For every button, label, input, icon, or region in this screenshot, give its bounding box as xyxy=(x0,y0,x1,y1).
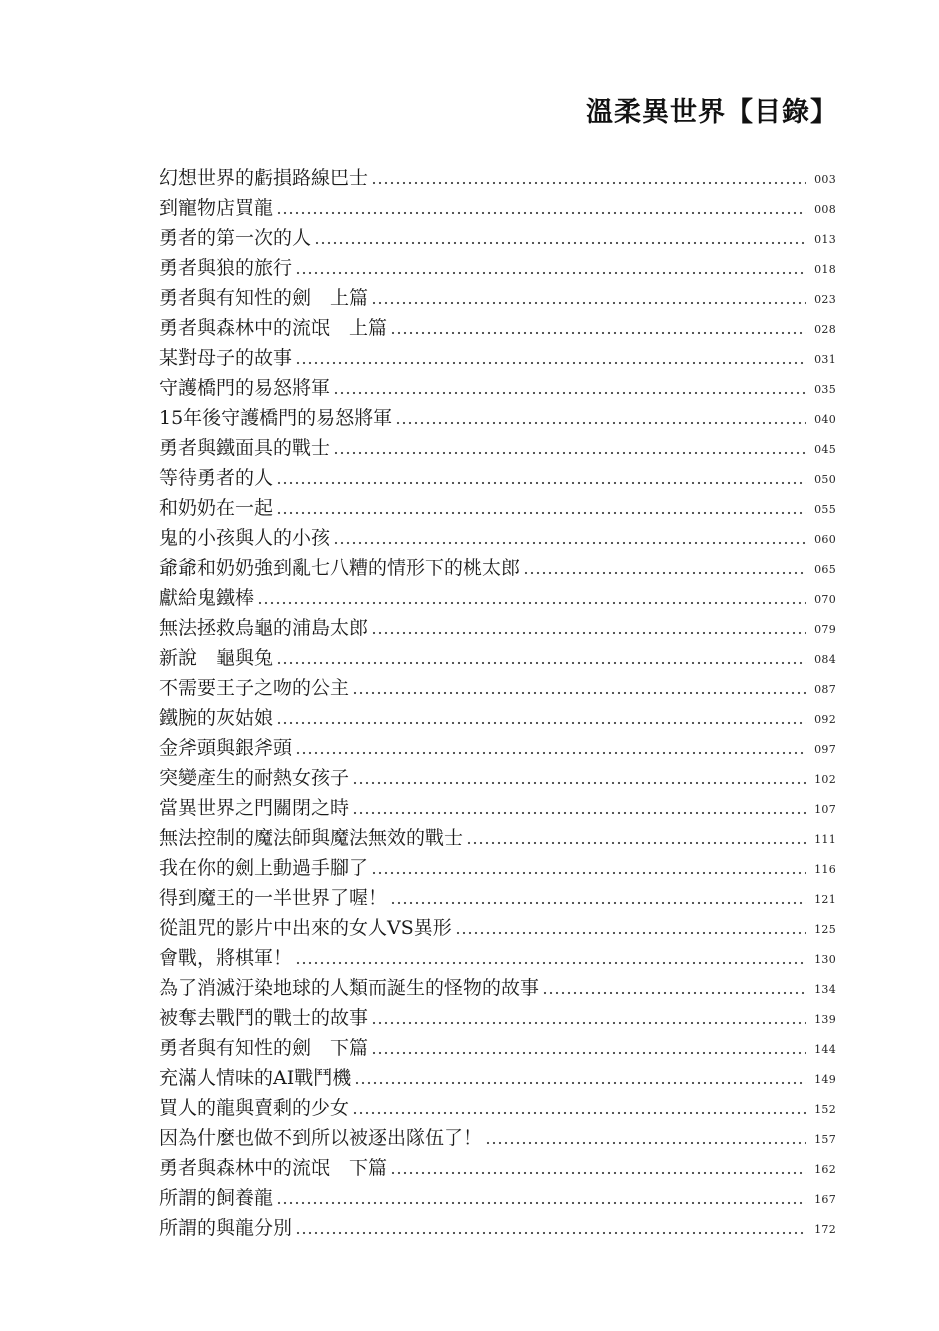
toc-entry[interactable] xyxy=(159,253,836,283)
toc-entry-page-number: 045 xyxy=(814,443,836,456)
toc-entry-title: 鐵腕的灰姑娘 xyxy=(159,707,274,729)
toc-dot-leader xyxy=(523,553,806,583)
toc-entry-page-number: 092 xyxy=(814,713,836,726)
toc-entry-title: 被奪去戰鬥的戰士的故事 xyxy=(159,1007,369,1029)
toc-entry-page-number: 144 xyxy=(814,1043,836,1056)
toc-entry-title: 我在你的劍上動過手腳了 xyxy=(159,857,369,879)
toc-entry[interactable] xyxy=(159,223,836,253)
toc-entry[interactable] xyxy=(159,283,836,313)
toc-entry-title: 當異世界之門關閉之時 xyxy=(159,797,350,819)
toc-entry-title: 到寵物店買龍 xyxy=(159,197,274,219)
toc-entry[interactable] xyxy=(159,553,836,583)
toc-entry-title: 勇者與有知性的劍 下篇 xyxy=(159,1037,369,1059)
toc-entry-title: 所謂的飼養龍 xyxy=(159,1187,274,1209)
toc-dot-leader xyxy=(371,613,806,643)
toc-entry-page-number: 079 xyxy=(814,623,836,636)
toc-entry-page-number: 102 xyxy=(814,773,836,786)
toc-entry-page-number: 065 xyxy=(814,563,836,576)
toc-entry-title: 得到魔王的一半世界了喔！ xyxy=(159,887,388,909)
toc-dot-leader xyxy=(371,283,806,313)
toc-entry-title: 買人的龍與賣剩的少女 xyxy=(159,1097,350,1119)
toc-dot-leader xyxy=(466,823,806,853)
toc-entry[interactable] xyxy=(159,973,836,1003)
toc-entry[interactable] xyxy=(159,703,836,733)
toc-dot-leader xyxy=(390,313,806,343)
toc-entry[interactable] xyxy=(159,403,836,433)
toc-entry-page-number: 018 xyxy=(814,263,836,276)
toc-entry-title: 勇者與狼的旅行 xyxy=(159,257,293,279)
toc-entry[interactable] xyxy=(159,1213,836,1243)
toc-entry[interactable] xyxy=(159,853,836,883)
toc-entry[interactable] xyxy=(159,1123,836,1153)
toc-entry-title: 勇者與森林中的流氓 下篇 xyxy=(159,1157,388,1179)
toc-dot-leader xyxy=(354,1063,806,1093)
toc-dot-leader xyxy=(295,343,806,373)
toc-entry-page-number: 121 xyxy=(814,893,836,906)
toc-dot-leader xyxy=(371,853,806,883)
toc-entry[interactable] xyxy=(159,793,836,823)
toc-entry[interactable] xyxy=(159,583,836,613)
toc-entry[interactable] xyxy=(159,373,836,403)
toc-entry[interactable] xyxy=(159,193,836,223)
toc-entry-page-number: 055 xyxy=(814,503,836,516)
table-of-contents xyxy=(159,163,836,1243)
toc-entry-page-number: 125 xyxy=(814,923,836,936)
toc-entry-title: 勇者與森林中的流氓 上篇 xyxy=(159,317,388,339)
toc-entry-page-number: 167 xyxy=(814,1193,836,1206)
toc-entry[interactable] xyxy=(159,763,836,793)
toc-entry-page-number: 157 xyxy=(814,1133,836,1146)
toc-entry-page-number: 139 xyxy=(814,1013,836,1026)
toc-entry-page-number: 035 xyxy=(814,383,836,396)
toc-dot-leader xyxy=(276,463,806,493)
toc-dot-leader xyxy=(395,403,806,433)
toc-entry-title: 為了消滅汙染地球的人類而誕生的怪物的故事 xyxy=(159,977,540,999)
toc-entry[interactable] xyxy=(159,1003,836,1033)
toc-dot-leader xyxy=(390,1153,806,1183)
toc-entry-page-number: 107 xyxy=(814,803,836,816)
toc-entry[interactable] xyxy=(159,1033,836,1063)
toc-entry-title: 獻給鬼鐵棒 xyxy=(159,587,255,609)
toc-dot-leader xyxy=(352,673,806,703)
toc-dot-leader xyxy=(485,1123,806,1153)
toc-entry-title: 勇者的第一次的人 xyxy=(159,227,312,249)
toc-entry[interactable] xyxy=(159,313,836,343)
toc-dot-leader xyxy=(333,523,806,553)
toc-entry-title: 無法控制的魔法師與魔法無效的戰士 xyxy=(159,827,464,849)
toc-entry-title: 無法拯救烏龜的浦島太郎 xyxy=(159,617,369,639)
toc-entry-title: 守護橋門的易怒將軍 xyxy=(159,377,331,399)
toc-dot-leader xyxy=(390,883,806,913)
toc-entry-page-number: 111 xyxy=(814,833,836,846)
toc-entry-page-number: 003 xyxy=(814,173,836,186)
toc-entry-page-number: 040 xyxy=(814,413,836,426)
toc-entry-page-number: 130 xyxy=(814,953,836,966)
toc-dot-leader xyxy=(314,223,806,253)
toc-dot-leader xyxy=(276,493,806,523)
toc-entry[interactable] xyxy=(159,673,836,703)
toc-entry-page-number: 152 xyxy=(814,1103,836,1116)
toc-dot-leader xyxy=(352,1093,806,1123)
toc-dot-leader xyxy=(257,583,806,613)
toc-entry-title: 突變產生的耐熱女孩子 xyxy=(159,767,350,789)
toc-entry-title: 從詛咒的影片中出來的女人VS異形 xyxy=(159,917,452,939)
toc-entry-title: 某對母子的故事 xyxy=(159,347,293,369)
toc-dot-leader xyxy=(352,793,806,823)
toc-dot-leader xyxy=(295,943,806,973)
toc-entry-page-number: 084 xyxy=(814,653,836,666)
toc-dot-leader xyxy=(295,253,806,283)
toc-entry[interactable] xyxy=(159,343,836,373)
toc-entry-title: 勇者與有知性的劍 上篇 xyxy=(159,287,369,309)
toc-entry[interactable] xyxy=(159,913,836,943)
toc-dot-leader xyxy=(276,703,806,733)
toc-entry-page-number: 097 xyxy=(814,743,836,756)
toc-entry-page-number: 172 xyxy=(814,1223,836,1236)
toc-entry[interactable] xyxy=(159,823,836,853)
toc-entry-title: 鬼的小孩與人的小孩 xyxy=(159,527,331,549)
toc-entry[interactable] xyxy=(159,943,836,973)
toc-entry-title: 所謂的與龍分別 xyxy=(159,1217,293,1239)
toc-entry-page-number: 028 xyxy=(814,323,836,336)
toc-entry[interactable] xyxy=(159,613,836,643)
toc-entry-title: 和奶奶在一起 xyxy=(159,497,274,519)
toc-entry-page-number: 008 xyxy=(814,203,836,216)
toc-entry-title: 勇者與鐵面具的戰士 xyxy=(159,437,331,459)
toc-entry-page-number: 162 xyxy=(814,1163,836,1176)
toc-entry[interactable] xyxy=(159,1063,836,1093)
toc-entry-page-number: 149 xyxy=(814,1073,836,1086)
toc-entry-title: 不需要王子之吻的公主 xyxy=(159,677,350,699)
toc-dot-leader xyxy=(276,193,806,223)
toc-entry-title: 等待勇者的人 xyxy=(159,467,274,489)
toc-dot-leader xyxy=(276,1183,806,1213)
toc-dot-leader xyxy=(542,973,806,1003)
toc-entry-page-number: 134 xyxy=(814,983,836,996)
toc-entry-title: 因為什麼也做不到所以被逐出隊伍了！ xyxy=(159,1127,483,1149)
toc-dot-leader xyxy=(295,733,806,763)
toc-entry-title: 新說 龜與兔 xyxy=(159,647,274,669)
toc-entry[interactable] xyxy=(159,883,836,913)
toc-entry-title: 充滿人情味的AI戰鬥機 xyxy=(159,1067,352,1089)
toc-entry-title: 會戰，將棋軍！ xyxy=(159,947,293,969)
toc-entry-page-number: 116 xyxy=(814,863,836,876)
toc-entry-title: 15年後守護橋門的易怒將軍 xyxy=(159,407,393,429)
toc-entry[interactable] xyxy=(159,463,836,493)
toc-entry[interactable] xyxy=(159,1153,836,1183)
toc-entry-page-number: 087 xyxy=(814,683,836,696)
toc-dot-leader xyxy=(352,763,806,793)
toc-entry-title: 金斧頭與銀斧頭 xyxy=(159,737,293,759)
toc-entry[interactable] xyxy=(159,433,836,463)
toc-dot-leader xyxy=(333,433,806,463)
page-title: 溫柔異世界【目錄】 xyxy=(586,97,838,129)
toc-entry-title: 幻想世界的虧損路線巴士 xyxy=(159,167,369,189)
toc-dot-leader xyxy=(295,1213,806,1243)
toc-dot-leader xyxy=(455,913,806,943)
toc-entry[interactable] xyxy=(159,643,836,673)
toc-dot-leader xyxy=(371,1003,806,1033)
toc-entry-page-number: 023 xyxy=(814,293,836,306)
toc-entry[interactable] xyxy=(159,163,836,193)
toc-entry-page-number: 013 xyxy=(814,233,836,246)
toc-entry[interactable] xyxy=(159,733,836,763)
toc-dot-leader xyxy=(276,643,806,673)
toc-entry-page-number: 031 xyxy=(814,353,836,366)
toc-dot-leader xyxy=(333,373,806,403)
toc-entry-page-number: 070 xyxy=(814,593,836,606)
toc-entry-page-number: 050 xyxy=(814,473,836,486)
toc-dot-leader xyxy=(371,163,806,193)
toc-entry[interactable] xyxy=(159,493,836,523)
toc-entry-title: 爺爺和奶奶強到亂七八糟的情形下的桃太郎 xyxy=(159,557,521,579)
toc-dot-leader xyxy=(371,1033,806,1063)
toc-entry[interactable] xyxy=(159,523,836,553)
toc-entry-page-number: 060 xyxy=(814,533,836,546)
toc-entry[interactable] xyxy=(159,1183,836,1213)
toc-entry[interactable] xyxy=(159,1093,836,1123)
